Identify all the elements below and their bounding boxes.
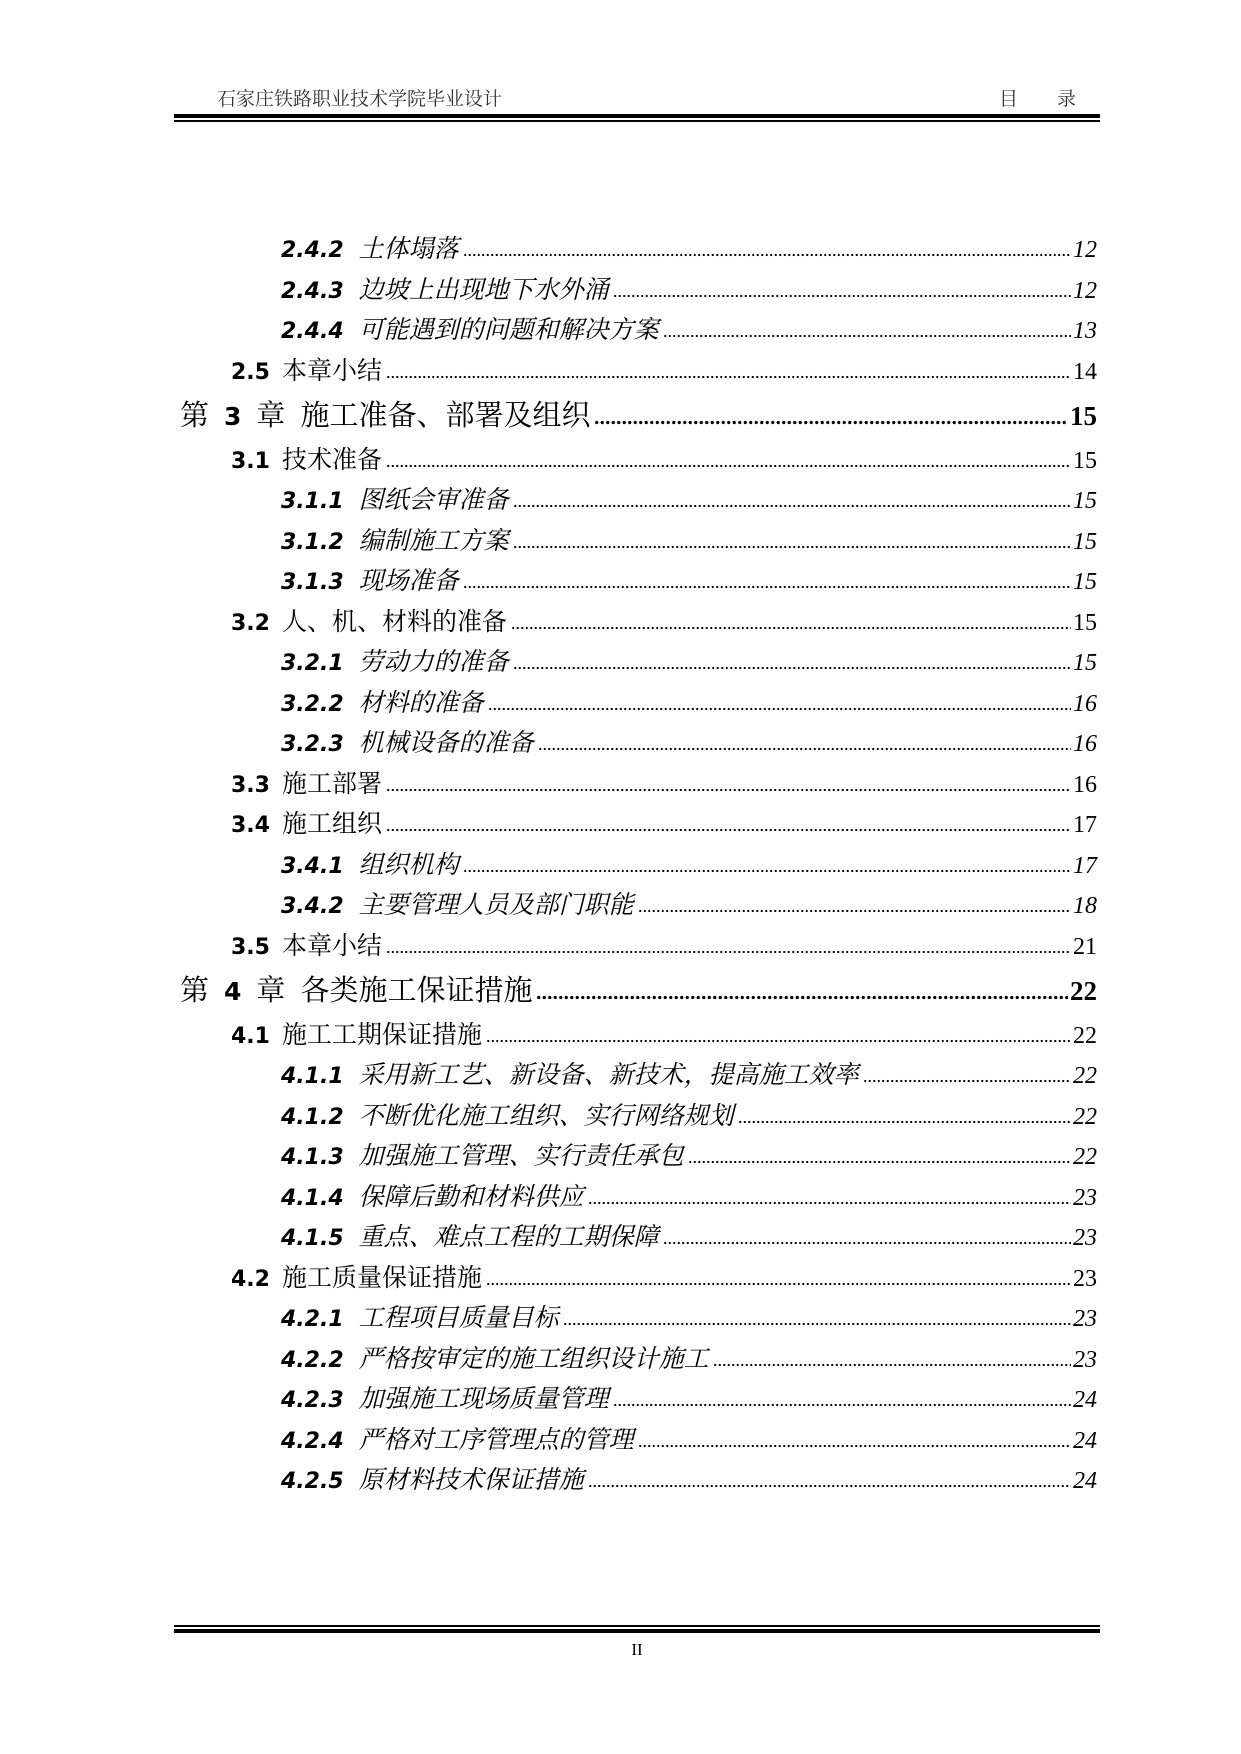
toc-title: 各类施工保证措施 <box>300 973 533 1007</box>
toc-title: 施工部署 <box>281 768 382 798</box>
toc-section-entry <box>0 602 1241 643</box>
toc-number: 3.2.2 <box>281 691 344 717</box>
toc-number: 2.5 <box>231 359 270 385</box>
toc-page-number: 15 <box>1073 528 1097 555</box>
toc-title: 不断优化施工组织、实行网络规划 <box>358 1100 734 1130</box>
toc-page-number: 22 <box>1073 1103 1097 1130</box>
toc-page-number: 23 <box>1073 1225 1097 1251</box>
toc-number: 2.4.3 <box>281 278 344 304</box>
chapter-prefix: 第 <box>180 973 210 1007</box>
dot-leader <box>688 1160 1071 1164</box>
toc-number: 2.4.2 <box>281 238 344 263</box>
dot-leader <box>613 294 1071 298</box>
toc-page-number: 15 <box>1073 447 1097 474</box>
toc-page-number: 22 <box>1070 976 1097 1006</box>
dot-leader <box>463 253 1071 257</box>
toc-subsection-entry <box>0 1055 1241 1096</box>
toc-title: 加强施工现场质量管理 <box>358 1384 609 1413</box>
toc-title: 材料的准备 <box>358 687 484 717</box>
toc-page-number: 18 <box>1073 893 1097 919</box>
toc-title: 严格对工序管理点的管理 <box>358 1424 634 1454</box>
toc-title: 劳动力的准备 <box>358 647 509 676</box>
toc-title: 本章小结 <box>281 355 382 385</box>
toc-page-number: 24 <box>1073 1387 1097 1413</box>
toc-number: 3.4.2 <box>281 894 344 919</box>
toc-page-number: 16 <box>1073 771 1097 798</box>
toc-subsection-entry <box>0 1339 1241 1380</box>
toc-subsection-entry <box>0 1420 1241 1461</box>
toc-title: 采用新工艺、新设备、新技术，提高施工效率 <box>358 1060 859 1089</box>
header-section-title: 目 录 <box>999 88 1077 110</box>
toc-page-number: 15 <box>1070 401 1097 431</box>
toc-subsection-entry <box>0 1136 1241 1177</box>
chapter-prefix: 第 <box>180 398 210 432</box>
toc-page-number: 12 <box>1073 237 1097 263</box>
toc-title: 图纸会审准备 <box>358 485 509 514</box>
toc-subsection-entry <box>0 1298 1241 1339</box>
dot-leader <box>663 1241 1071 1245</box>
toc-number: 4.2.2 <box>281 1347 344 1373</box>
toc-title: 保障后勤和材料供应 <box>358 1181 584 1211</box>
dot-leader <box>713 1363 1071 1367</box>
toc-number: 3.2.1 <box>281 651 344 676</box>
toc-title: 土体塌落 <box>358 234 459 263</box>
toc-subsection-entry <box>0 885 1241 926</box>
toc-title: 施工质量保证措施 <box>281 1262 482 1292</box>
toc-chapter-entry <box>0 391 1241 440</box>
toc-page-number: 23 <box>1073 1306 1097 1332</box>
toc-subsection-entry <box>0 1379 1241 1420</box>
toc-page-number: 23 <box>1073 1346 1097 1373</box>
footer-page-number: II <box>631 1640 643 1659</box>
toc-number: 3.5 <box>231 934 270 960</box>
toc-page-number: 17 <box>1073 812 1097 838</box>
toc-number: 4.1.1 <box>281 1064 344 1089</box>
toc-number: 3.2.3 <box>281 732 344 757</box>
dot-leader <box>386 375 1071 379</box>
toc-page-number: 23 <box>1073 1265 1097 1292</box>
toc-title: 人、机、材料的准备 <box>281 606 507 636</box>
dot-leader <box>613 1403 1071 1407</box>
toc-section-entry <box>0 764 1241 805</box>
dot-leader <box>488 707 1071 711</box>
toc-page-number: 23 <box>1073 1184 1097 1211</box>
toc-title: 重点、难点工程的工期保障 <box>358 1222 659 1251</box>
dot-leader <box>638 909 1071 913</box>
toc-number: 4.1 <box>231 1023 270 1049</box>
dot-leader <box>486 1039 1071 1043</box>
dot-leader <box>863 1079 1071 1083</box>
toc-number: 3.3 <box>231 772 270 798</box>
toc-section-entry <box>0 1015 1241 1056</box>
toc-title: 施工准备、部署及组织 <box>300 398 591 432</box>
toc-subsection-entry <box>0 845 1241 886</box>
toc-subsection-entry <box>0 1177 1241 1218</box>
dot-leader <box>486 1282 1071 1286</box>
toc-page-number: 15 <box>1073 569 1097 595</box>
toc-number: 3.1 <box>231 448 270 474</box>
dot-leader <box>463 585 1071 589</box>
footer-rule-thick <box>174 1629 1100 1633</box>
dot-leader <box>538 747 1071 751</box>
toc-title: 组织机构 <box>358 849 459 879</box>
dot-leader <box>463 869 1071 873</box>
toc-title: 边坡上出现地下水外涌 <box>358 274 609 304</box>
toc-subsection-entry <box>0 229 1241 270</box>
toc-page-number: 24 <box>1073 1468 1097 1494</box>
toc-number: 3.4 <box>231 813 270 838</box>
chapter-suffix: 章 <box>256 973 286 1007</box>
dot-leader <box>386 828 1071 832</box>
toc-page-number: 22 <box>1073 1144 1097 1170</box>
toc-number: 4.2.5 <box>281 1469 344 1494</box>
toc-number: 3.2 <box>231 610 270 636</box>
toc-number: 3.1.1 <box>281 489 344 514</box>
toc-number: 4.1.3 <box>281 1145 344 1170</box>
toc-title: 机械设备的准备 <box>358 728 534 757</box>
chapter-number: 3 <box>224 402 242 431</box>
dot-leader <box>513 545 1071 549</box>
toc-number: 4.2.1 <box>281 1307 344 1332</box>
toc-title: 严格按审定的施工组织设计施工 <box>358 1343 709 1373</box>
chapter-suffix: 章 <box>256 398 286 432</box>
toc-page-number: 16 <box>1073 690 1097 717</box>
toc-title: 施工组织 <box>281 809 382 838</box>
toc-subsection-entry <box>0 480 1241 521</box>
toc-section-entry <box>0 351 1241 392</box>
toc-section-entry <box>0 804 1241 845</box>
toc-title: 技术准备 <box>281 444 382 474</box>
dot-leader <box>386 464 1071 468</box>
toc-number: 3.1.3 <box>281 570 344 595</box>
toc-page-number: 16 <box>1073 731 1097 757</box>
dot-leader <box>536 995 1068 1000</box>
toc-page-number: 15 <box>1073 650 1097 676</box>
dot-leader <box>638 1444 1071 1448</box>
dot-leader <box>738 1120 1071 1124</box>
toc-title: 主要管理人员及部门职能 <box>358 890 634 919</box>
toc-title: 本章小结 <box>281 930 382 960</box>
toc-number: 3.4.1 <box>281 853 344 879</box>
header-rule-thick <box>174 114 1100 118</box>
toc-subsection-entry <box>0 1460 1241 1501</box>
toc-number: 4.1.5 <box>281 1226 344 1251</box>
toc-subsection-entry <box>0 310 1241 351</box>
dot-leader <box>663 334 1071 338</box>
toc-number: 2.4.4 <box>281 319 344 344</box>
toc-page-number: 21 <box>1073 933 1097 960</box>
toc-number: 4.2.3 <box>281 1388 344 1413</box>
header-rule-thin <box>174 120 1100 122</box>
toc-subsection-entry <box>0 683 1241 724</box>
header-school-title: 石家庄铁路职业技术学院毕业设计 <box>217 88 503 110</box>
toc-title: 现场准备 <box>358 566 459 595</box>
toc-title: 编制施工方案 <box>358 525 509 555</box>
toc-title: 原材料技术保证措施 <box>358 1465 584 1494</box>
chapter-number: 4 <box>224 977 242 1006</box>
toc-subsection-entry <box>0 1217 1241 1258</box>
toc-title: 可能遇到的问题和解决方案 <box>358 315 659 344</box>
toc-subsection-entry <box>0 642 1241 683</box>
toc-chapter-entry <box>0 966 1241 1015</box>
toc-subsection-entry <box>0 723 1241 764</box>
toc-subsection-entry <box>0 1096 1241 1137</box>
toc-number: 4.1.2 <box>281 1104 344 1130</box>
toc-page-number: 17 <box>1073 852 1097 879</box>
dot-leader <box>588 1201 1071 1205</box>
toc-page-number: 22 <box>1073 1063 1097 1089</box>
toc-page-number: 13 <box>1073 318 1097 344</box>
dot-leader <box>513 666 1071 670</box>
toc-page-number: 24 <box>1073 1427 1097 1454</box>
dot-leader <box>588 1484 1071 1488</box>
table-of-contents <box>0 229 1241 1501</box>
toc-subsection-entry <box>0 521 1241 562</box>
dot-leader <box>511 626 1071 630</box>
toc-title: 施工工期保证措施 <box>281 1019 482 1049</box>
toc-subsection-entry <box>0 270 1241 311</box>
toc-title: 工程项目质量目标 <box>358 1303 559 1332</box>
toc-section-entry <box>0 1258 1241 1299</box>
toc-page-number: 14 <box>1073 358 1097 385</box>
toc-page-number: 12 <box>1073 277 1097 304</box>
dot-leader <box>386 788 1071 792</box>
footer-rule-thin <box>174 1625 1100 1627</box>
toc-section-entry <box>0 926 1241 967</box>
toc-section-entry <box>0 440 1241 481</box>
dot-leader <box>563 1322 1071 1326</box>
toc-number: 4.2.4 <box>281 1428 344 1454</box>
toc-number: 4.1.4 <box>281 1185 344 1211</box>
dot-leader <box>513 504 1071 508</box>
toc-number: 3.1.2 <box>281 529 344 555</box>
toc-subsection-entry <box>0 561 1241 602</box>
toc-title: 加强施工管理、实行责任承包 <box>358 1141 684 1170</box>
toc-page-number: 15 <box>1073 488 1097 514</box>
toc-page-number: 15 <box>1073 609 1097 636</box>
toc-number: 4.2 <box>231 1266 270 1292</box>
dot-leader <box>386 950 1071 954</box>
dot-leader <box>594 420 1068 425</box>
toc-page-number: 22 <box>1073 1022 1097 1049</box>
